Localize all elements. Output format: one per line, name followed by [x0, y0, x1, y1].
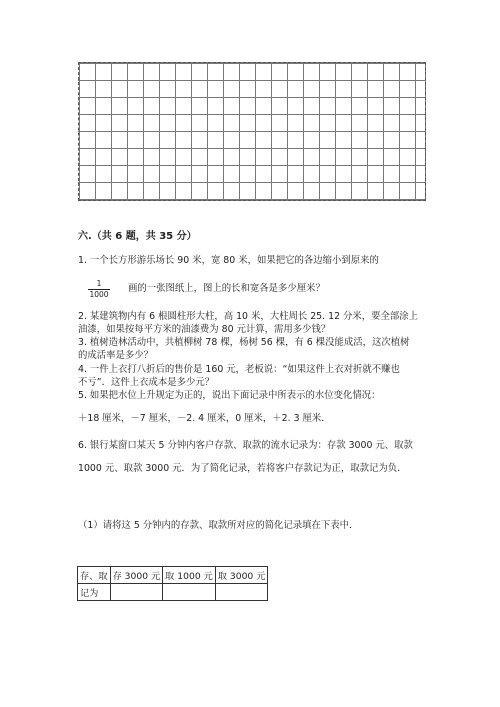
- question-3-line-1: 3. 植树造林活动中，共植柳树 78 棵，杨树 56 棵，有 6 棵没能成活，这次植树: [78, 337, 410, 348]
- table-row: [78, 584, 268, 601]
- question-6-line-1: 6. 银行某窗口某天 5 分钟内客户存款、取款的流水记录为：存款 3000 元、取款: [78, 440, 413, 451]
- question-2-line-1: 2. 某建筑物内有 6 根圆柱形大柱，高 10 米，大柱周长 25. 12 分米，要全部涂上: [78, 311, 419, 322]
- question-6-line-2: 1000 元、取款 3000 元．为了简化记录，若将客户存款记为正，取款记为负．: [78, 463, 407, 474]
- table-row-label: 记为: [78, 584, 111, 601]
- fraction-numerator: 1: [88, 279, 110, 290]
- section-heading: 六.（共 6 题，共 35 分）: [78, 231, 197, 242]
- question-1-text: 1. 一个长方形游乐场长 90 米，宽 80 米，如果把它的各边缩小到原来的: [78, 255, 379, 266]
- question-5-line-2: ＋18 厘米，－7 厘米，－2. 4 厘米，0 厘米，＋2. 3 厘米．: [78, 413, 331, 424]
- table-header-cell: 存、取: [78, 567, 111, 584]
- fraction-denominator: 1000: [89, 290, 109, 299]
- table-header-cell: 取 1000 元: [163, 567, 216, 584]
- question-4-line-1: 4. 一件上衣打八折后的售价是 160 元，老板说：“如果这件上衣对折就不赚也: [78, 364, 400, 375]
- table-header-cell: 取 3000 元: [215, 567, 268, 584]
- table-input-cell[interactable]: [110, 584, 163, 601]
- question-2-line-2: 油漆，如果按每平方米的油漆费为 80 元计算，需用多少钱？: [78, 324, 331, 335]
- question-5-line-1: 5. 如果把水位上升规定为正的，说出下面记录中所表示的水位变化情况：: [78, 390, 381, 401]
- fraction: [88, 279, 110, 299]
- record-table: [77, 566, 268, 601]
- question-6-subquestion: （1）请将这 5 分钟内的存款、取款所对应的简化记录填在下表中．: [78, 520, 359, 531]
- question-4-line-2: 不亏”．这件上衣成本是多少元？: [78, 377, 215, 388]
- table-input-cell[interactable]: [215, 584, 268, 601]
- table-input-cell[interactable]: [163, 584, 216, 601]
- writing-grid: [78, 62, 426, 201]
- table-row: [78, 567, 268, 584]
- question-3-line-2: 的成活率是多少？: [78, 350, 154, 361]
- question-1-continuation: 画的一张图纸上，图上的长和宽各是多少厘米？: [128, 283, 325, 294]
- table-header-cell: 存 3000 元: [110, 567, 163, 584]
